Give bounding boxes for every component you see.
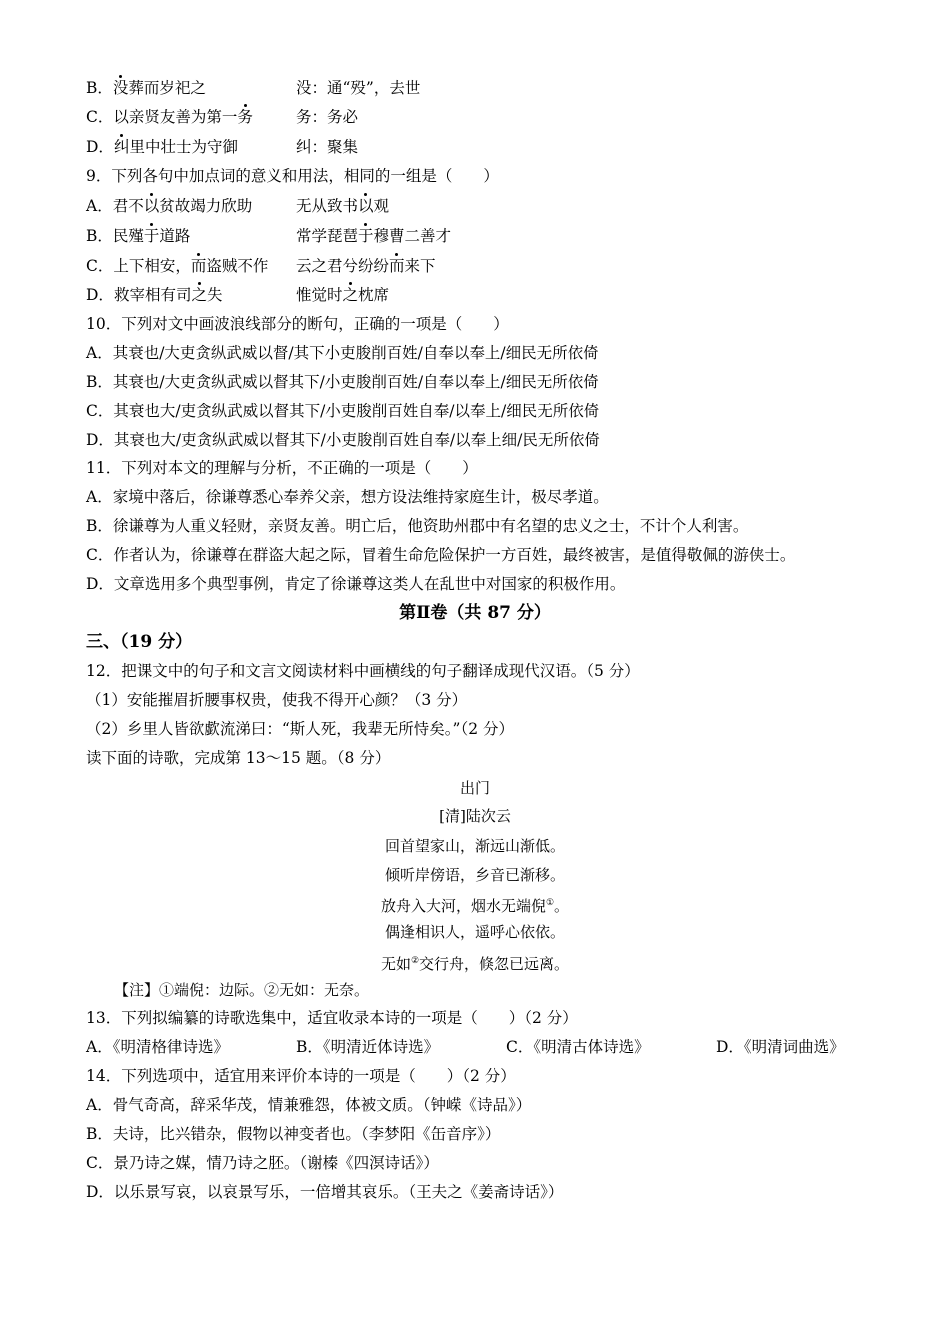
q10-option-d: D．其衰也大/吏贪纵武威以督其下/小吏朘削百姓自奉/以奉上细/民无所依倚 <box>86 431 600 449</box>
dotted-word: 纠 <box>113 138 130 156</box>
dotted-word: 而 <box>389 257 405 275</box>
option-text: 以亲贤友善为第一 <box>113 108 238 126</box>
option-gloss: 没：通“殁”，去世 <box>296 79 421 97</box>
q14-stem: 14．下列选项中，适宜用来评价本诗的一项是（ ）（2 分） <box>86 1067 516 1085</box>
poem-author: [清]陆次云 <box>439 807 511 825</box>
option-text: 失 <box>206 286 223 304</box>
footnote-marker: ② <box>410 956 420 966</box>
q9-option-c <box>86 256 436 276</box>
option-text: 贫故竭力欣助 <box>159 197 253 215</box>
q14-option-b: B．夫诗，比兴错杂，假物以神变者也。（李梦阳《缶音序》） <box>86 1125 501 1143</box>
dotted-word: 以 <box>358 197 374 215</box>
poem-line-1: 回首望家山，渐远山渐低。 <box>384 837 565 855</box>
option-label: D． <box>86 138 114 156</box>
poem-note: 【注】①端倪：边际。②无如：无奈。 <box>114 981 370 999</box>
option-text: 来下 <box>404 257 436 275</box>
q12-item-1: （1）安能摧眉折腰事权贵，使我不得开心颜？（3 分） <box>86 691 468 709</box>
option-text: 常学琵琶 <box>296 227 359 245</box>
poem-line-2: 倾听岸傍语，乡音已渐移。 <box>384 866 565 884</box>
option-text: 民殣 <box>112 227 144 245</box>
q10-stem: 10．下列对文中画波浪线部分的断句，正确的一项是（ ） <box>86 315 509 333</box>
dotted-word: 于 <box>358 227 374 245</box>
q13-option-b: B．《明清近体诗选》 <box>296 1038 440 1056</box>
option-text: 里中壮士为守御 <box>129 138 238 156</box>
option-text: 盗贼不作 <box>206 257 269 275</box>
q12-item-2: （2）乡里人皆欲歔流涕曰：“斯人死，我辈无所恃矣。”（2 分） <box>86 720 515 738</box>
q9-option-a <box>86 196 390 216</box>
option-label: C． <box>86 108 114 126</box>
section3-title: 三、（19 分） <box>86 632 193 652</box>
q11-stem: 11．下列对本文的理解与分析，不正确的一项是（ ） <box>86 459 478 477</box>
option-text: 君不 <box>112 197 144 215</box>
poem-title: 出门 <box>459 779 490 797</box>
poem-line-3 <box>0 893 950 916</box>
poem-intro: 读下面的诗歌，完成第 13～15 题。（8 分） <box>86 749 391 767</box>
q9-option-d <box>86 285 390 305</box>
option-gloss: 纠：聚集 <box>296 138 359 156</box>
q11-option-b: B．徐谦尊为人重义轻财，亲贤友善。明亡后，他资助州郡中有名望的忠义之士，不计个人利害。 <box>86 517 749 535</box>
q12-stem: 12．把课文中的句子和文言文阅读材料中画横线的句子翻译成现代汉语。（5 分） <box>86 662 640 680</box>
part2-title: 第Ⅱ卷（共 87 分） <box>399 603 551 623</box>
q9-option-b <box>86 226 452 246</box>
poem-text: 无如 <box>380 955 411 973</box>
option-text: 枕席 <box>358 286 390 304</box>
option-text: 无从致书 <box>296 197 359 215</box>
dotted-word: 于 <box>143 227 160 245</box>
q14-option-c: C．景乃诗之媒，情乃诗之胚。（谢榛《四溟诗话》） <box>86 1154 439 1172</box>
q8-option-b <box>86 78 421 98</box>
option-text: 云之君兮纷纷 <box>296 257 390 275</box>
q14-option-a: A．骨气奇高，辞采华茂，情兼雅怨，体被文质。（钟嵘《诗品》） <box>86 1096 532 1114</box>
option-gloss: 务：务必 <box>296 108 359 126</box>
q10-option-b: B．其衰也/大吏贪纵武威以督其下/小吏朘削百姓/自奉以奉上/细民无所依倚 <box>86 373 599 391</box>
option-label: C． <box>86 257 114 275</box>
dotted-word: 务 <box>237 108 253 126</box>
dotted-word: 以 <box>143 197 160 215</box>
option-label: D． <box>86 286 114 304</box>
q13-stem: 13．下列拟编纂的诗歌选集中，适宜收录本诗的一项是（ ）（2 分） <box>86 1009 578 1027</box>
q13-option-d: D．《明清词曲选》 <box>716 1038 845 1056</box>
footnote-marker: ① <box>545 898 555 908</box>
poem-text: 。 <box>554 897 570 915</box>
q13-option-c: C．《明清古体诗选》 <box>506 1038 650 1056</box>
poem-line-5 <box>0 951 950 974</box>
poem-line-4: 偶逢相识人，遥呼心依依。 <box>384 923 565 941</box>
poem-text: 交行舟，倏忽已远离。 <box>419 955 570 973</box>
option-text: 穆曹二善才 <box>373 227 452 245</box>
q8-option-d <box>86 137 359 157</box>
option-text: 救宰相有司 <box>113 286 192 304</box>
dotted-word: 没 <box>112 79 129 97</box>
option-label: B． <box>86 79 113 97</box>
option-text: 上下相安， <box>113 257 191 275</box>
option-text: 惟觉时 <box>296 286 343 304</box>
q14-option-d: D．以乐景写哀，以哀景写乐，一倍增其哀乐。（王夫之《姜斋诗话》） <box>86 1183 564 1201</box>
option-text: 观 <box>373 197 390 215</box>
q11-option-d: D．文章选用多个典型事例，肯定了徐谦尊这类人在乱世中对国家的积极作用。 <box>86 575 626 593</box>
q11-option-a: A．家境中落后，徐谦尊悉心奉养父亲，想方设法维持家庭生计，极尽孝道。 <box>86 488 609 506</box>
dotted-word: 之 <box>191 286 207 304</box>
option-text: 葬而岁祀之 <box>128 79 206 97</box>
q13-option-a: A．《明清格律诗选》 <box>86 1038 229 1056</box>
option-label: A． <box>86 197 113 215</box>
dotted-word: 而 <box>190 257 207 275</box>
q8-option-c <box>86 107 359 127</box>
poem-text: 放舟入大河，烟水无端倪 <box>380 897 546 915</box>
dotted-word: 之 <box>342 286 359 304</box>
q9-stem: 9．下列各句中加点词的意义和用法，相同的一组是（ ） <box>86 167 499 185</box>
option-label: B． <box>86 227 113 245</box>
q10-option-c: C．其衰也大/吏贪纵武威以督其下/小吏朘削百姓自奉/以奉上/细民无所依倚 <box>86 402 600 420</box>
q10-option-a: A．其衰也/大吏贪纵武威以督/其下小吏朘削百姓/自奉以奉上/细民无所依倚 <box>86 344 599 362</box>
q11-option-c: C．作者认为，徐谦尊在群盗大起之际，冒着生命危险保护一方百姓，最终被害，是值得敬佩的游侠士。 <box>86 546 796 564</box>
option-text: 道路 <box>159 227 191 245</box>
